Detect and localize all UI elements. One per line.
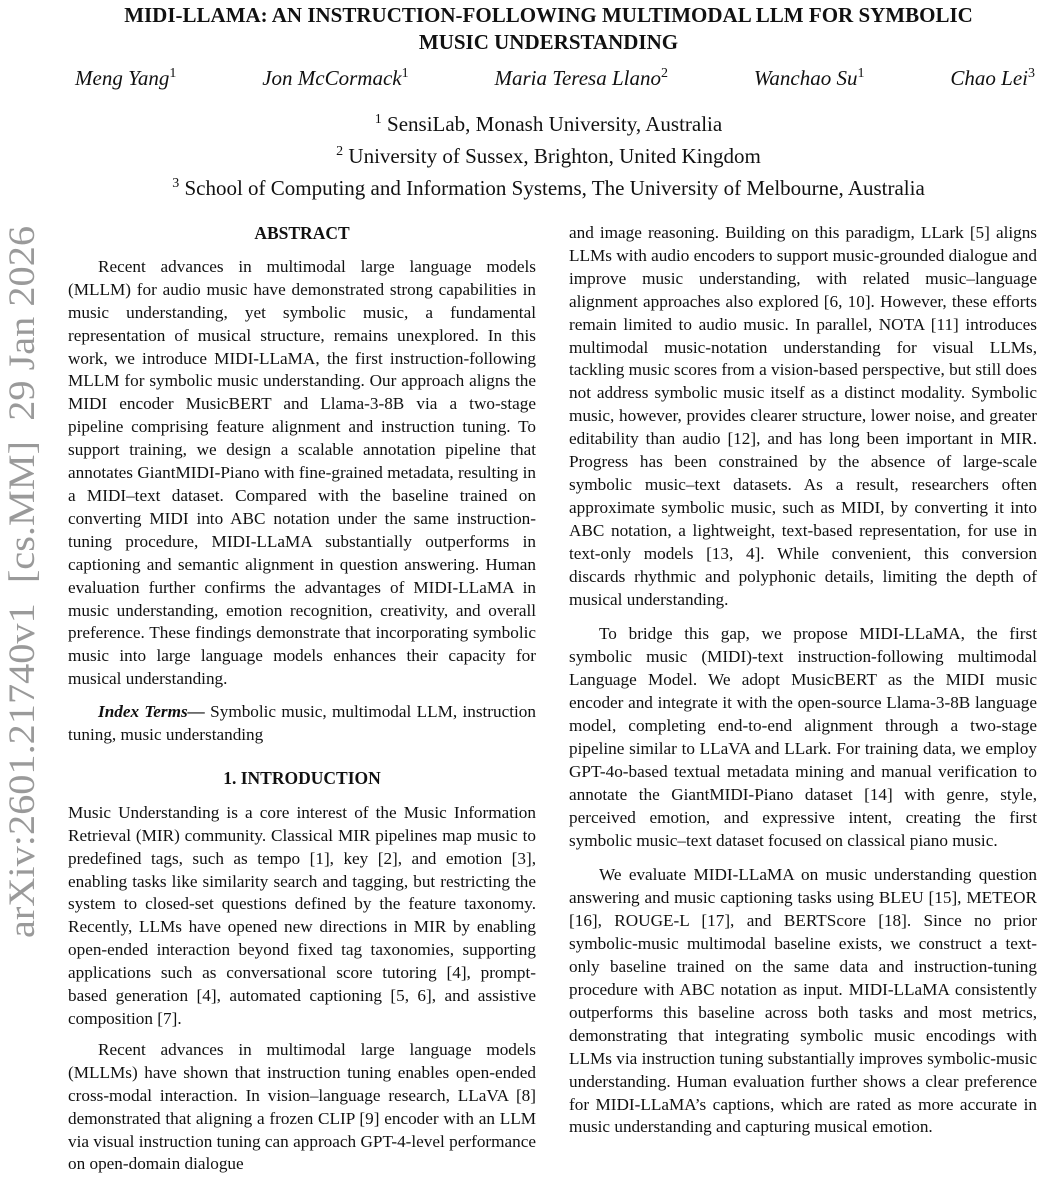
intro-paragraph-2-continued: and image reasoning. Building on this paradigm, LLark [5] aligns LLMs with audio encoders to support music-grounded dialogue and improve music understanding, with related music–language alignment approaches also explored [6, 10]. However, these efforts remain limited to audio music. In parallel, NOTA [11] introduces multimodal music-notation understanding for visual LLMs, tackling music scores from a vision-based perspective, but still does not address symbolic music itself as a distinct modality. Symbolic music, however, provides clearer structure, lower noise, and greater editability than audio [12], and has long been important in MIR. Progress has been constrained by the absence of large-scale symbolic music–text datasets. As a result, researchers often approximate symbolic music, such as MIDI, by converting it into ABC notation, a lightweight, text-based representation, for use in text-only models [13, 4]. While convenient, this conversion discards rhythmic and polyphonic details, limiting the depth of musical understanding. (569, 223, 1037, 609)
intro-paragraph-2: Recent advances in multimodal large language models (MLLMs) have shown that instruction tuning enables open-ended cross-modal interaction. In vision–language research, LLaVA [8] demonstrated that aligning a frozen CLIP [9] encoder with an LLM via visual instruction tuning can approach GPT-4-level performance on open-domain dialogue (68, 1039, 536, 1174)
left-column (68, 222, 536, 1184)
section-heading-introduction: 1. INTRODUCTION (223, 767, 381, 788)
title-line-1: MIDI-LLAMA: AN INSTRUCTION-FOLLOWING MULTIMODAL LLM FOR SYMBOLIC (124, 3, 973, 27)
author: Jon McCormack$^1$ (262, 66, 409, 90)
abstract-text: Recent advances in multimodal large language models (MLLM) for audio music have demonstrated strong capabilities in music understanding, yet symbolic music, a fundamental representation of musical structure, remains unexplored. In this work, we introduce MIDI-LLaMA, the first instruction-following MLLM for symbolic music understanding. Our approach aligns the MIDI encoder MusicBERT and Llama-3-8B via a two-stage pipeline comprising feature alignment and instruction tuning. To support training, we design a scalable annotation pipeline that annotates GiantMIDI-Piano with fine-grained metadata, resulting in a MIDI–text dataset. Compared with the baseline trained on converting MIDI into ABC notation under the same instruction-tuning procedure, MIDI-LLaMA substantially outperforms in captioning and semantic alignment in question answering. Human evaluation further confirms the advantages of MIDI-LLaMA in music understanding, emotion recognition, creativity, and overall preference. These findings demonstrate that incorporating symbolic music into large language models enhances their capacity for musical understanding. (68, 256, 536, 689)
affiliation: $^2$ University of Sussex, Brighton, United Kingdom (336, 144, 761, 168)
affiliations (60, 106, 1037, 202)
author: Chao Lei$^3$ (950, 66, 1035, 90)
arxiv-side-stamp (0, 0, 54, 1200)
affiliation: $^1$ SensiLab, Monash University, Australia (374, 112, 723, 136)
index-terms-label: Index Terms— (98, 702, 205, 722)
title-line-2: MUSIC UNDERSTANDING (418, 30, 679, 54)
intro-paragraph-4: We evaluate MIDI-LLaMA on music understanding question answering and music captioning tasks using BLEU [15], METEOR [16], ROUGE-L [17], and BERTScore [18]. Since no prior symbolic-music multimodal baseline exists, we construct a text-only baseline trained on the same data and instruction-tuning procedure with ABC notation as input. MIDI-LLaMA consistently outperforms this baseline across both tasks and most metrics, demonstrating that integrating symbolic music encodings with LLMs via instruction tuning substantially improves symbolic-music understanding. Human evaluation further shows a clear preference for MIDI-LLaMA’s captions, which are rated as more accurate in music understanding and capturing musical emotion. (569, 865, 1037, 1137)
right-column (569, 222, 1037, 1147)
intro-paragraph-1: Music Understanding is a core interest of the Music Information Retrieval (MIR) community. Classical MIR pipelines map music to predefined tags, such as tempo [1], key [2], and emotion [3], enabling tasks like similarity search and tagging, but restricting the system to closed-set questions defined by the feature taxonomy. Recently, LLMs have opened new directions in MIR by enabling open-ended interaction beyond fixed tag taxonomies, supporting applications such as conversational score tutoring [4], prompt-based generation [4], automated captioning [5, 6], and assistive composition [7]. (68, 802, 536, 1028)
abstract-heading: ABSTRACT (254, 223, 350, 243)
arxiv-stamp-text: arXiv:2601.21740v1 [cs.MM] 29 Jan 2026 (2, 284, 43, 938)
author: Wanchao Su$^1$ (753, 66, 865, 90)
index-terms-text: Symbolic music, multimodal LLM, instruction tuning, music understanding (68, 702, 536, 745)
affiliation: $^3$ School of Computing and Information Systems, The University of Melbourne, Australia (172, 176, 925, 200)
author-list (75, 66, 1035, 91)
paper-title (60, 2, 1037, 56)
index-terms (68, 701, 536, 747)
author: Maria Teresa Llano$^2$ (494, 66, 668, 90)
author: Meng Yang$^1$ (75, 66, 177, 90)
intro-paragraph-3: To bridge this gap, we propose MIDI-LLaMA, the first symbolic music (MIDI)-text instruction-following multimodal Language Model. We adopt MusicBERT as the MIDI music encoder and integrate it with the open-source Llama-3-8B language model, completing end-to-end alignment through a two-stage pipeline similar to LLaVA and LLark. For training data, we employ GPT-4o-based textual metadata mining and manual verification to annotate the GiantMIDI-Piano dataset [14] with genre, style, perceived emotion, and expressive intent, creating the first symbolic music–text dataset focused on classical piano music. (569, 624, 1037, 850)
